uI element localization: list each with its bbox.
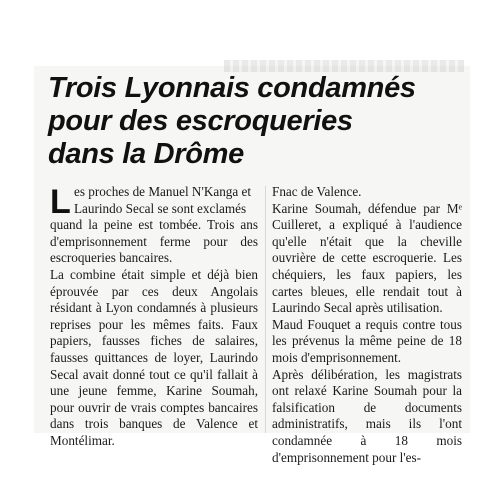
paragraph-verdict: Après délibération, les magistrats ont relaxé Karine Soumah pour la falsification de documents administratifs, mais ils l'ont condamnée à 18 mois d'emprisonnement pour l'es- <box>272 366 462 465</box>
article-column-right <box>272 184 462 466</box>
column-divider <box>265 186 266 433</box>
paragraph-prosecution: Maud Fouquet a requis contre tous les prévenus la même peine de 18 mois d'emprisonnement. <box>272 316 462 365</box>
headline-line-1: Trois Lyonnais condamnés <box>48 72 416 104</box>
bleed-through-text <box>224 60 464 72</box>
headline-line-2: pour des escroqueries <box>48 105 353 137</box>
paragraph-intro: quand la peine est tombée. Trois ans d'emprisonnement ferme pour des escroqueries bancaires. <box>50 217 258 266</box>
headline-line-3: dans la Drôme <box>48 138 244 170</box>
paragraph-defense: Karine Soumah, défendue par Mᵉ Cuilleret, a expliqué à l'audience qu'elle n'était que la cheville ouvrière de cette escroquerie. Les chéquiers, les faux papiers, les cartes bleues, elle rendait tout à Laurindo Secal après utilisation. <box>272 200 462 316</box>
article-headline <box>48 72 416 171</box>
lead-line-1: es proches de Manuel N'Kanga et <box>74 184 252 199</box>
paragraph-scheme: La combine était simple et déjà bien éprouvée par ces deux Angolais résidant à Lyon condamnés à plusieurs reprises pour les mêmes faits. Faux papiers, fausses fiches de salaires, fausses quittances de loyer, Laurindo Secal avait donné tout ce qu'il fallait à une jeune femme, Karine Soumah, pour ouvrir de vrais comptes bancaires dans trois banques de Valence et Montélimar. <box>50 266 258 448</box>
drop-cap: L <box>50 183 71 221</box>
paragraph-fnac: Fnac de Valence. <box>272 184 362 199</box>
lead-line-2: Laurindo Secal se sont exclamés <box>74 200 247 216</box>
newspaper-clipping <box>34 66 470 465</box>
article-column-left <box>50 184 258 450</box>
